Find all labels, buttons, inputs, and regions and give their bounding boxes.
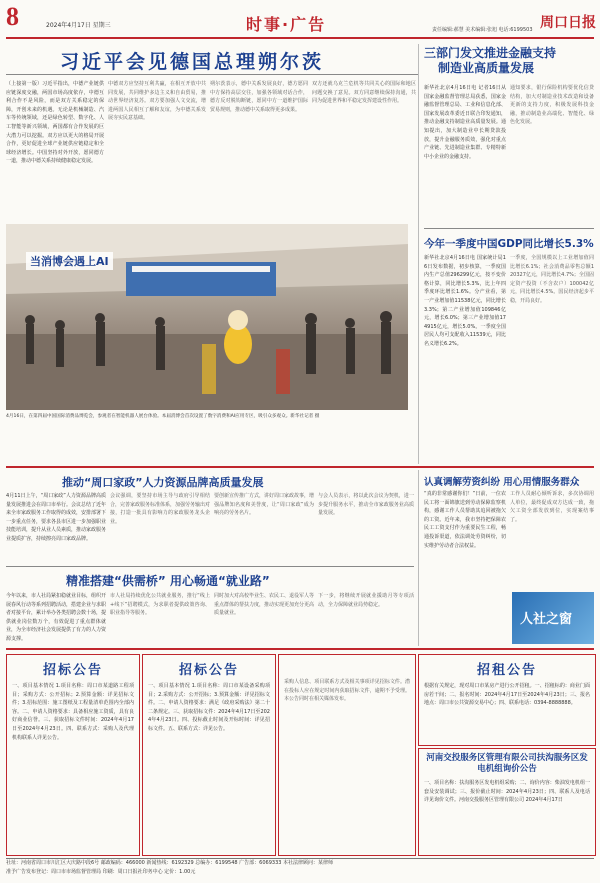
ad-tender-2-title: 招标公告	[178, 663, 239, 678]
ad-rental	[418, 654, 596, 746]
finance-body: 新华社北京4月16日电 记者16日从国家金融监督管理总局获悉，国家金融监督管理总局、工业和信息化部、国家发展改革委近日联合印发通知，推动金融支持制造业高质量发展。通知提出，加大制造业中长期贷款投放，提升金融服务质效，强化对重点产业链、先进制造业集群、专精特新中小企业的金融支持。	[424, 85, 506, 160]
page-number: 8	[6, 2, 19, 31]
header-rule	[6, 37, 594, 39]
gdp-headline: 今年一季度中国GDP同比增长5.3%	[424, 238, 594, 250]
housekeeping-body: 4月11日上午，“周口家政”人力资源品牌高质量发展推进会在周口市举行。会议总结了近年来全市家政服务工作取得的成效，安排部署下一步重点任务，要求各县市区进一步加强职业技能培训，提升从业人员素质，推动家政服务业提质扩容，持续擦亮周口家政品牌。	[6, 493, 106, 542]
ad-tender-1	[6, 654, 140, 856]
lead-body-col4: 双方还就乌克兰危机等共同关心的国际和地区问题交换了意见。双方同意继续保持沟通，共同为促进世界和平稳定发挥建设性作用。	[312, 81, 416, 105]
housekeeping-body-col2: 会议强调，要坚持市场主导与政府引导相结合，完善家政服务标准体系，加强劳务输出对接，打造一批具有影响力的家政服务龙头企业。	[110, 493, 210, 525]
editor-line: 责任编辑:郝慧 美术编辑:张旭 电话:6199503	[432, 27, 533, 33]
column-divider-2	[418, 470, 419, 646]
labor-dispute-body-col2: 工作人员耐心倾听诉求，多次协调用人单位，最终促成双方达成一致，拖欠工资全部发放到位，实现案结事了。	[510, 491, 594, 523]
finance-headline	[424, 46, 594, 76]
footer-line-2: 准予广告发布登记：周口市市场监督管理局 印刷：周口日报社印务中心 定价：1.00元	[6, 869, 196, 875]
jobs-body-col3: 同时加大对高校毕业生、农民工、退役军人等重点群体的帮扶力度，推动实现更加充分更高质量就业。	[214, 593, 314, 617]
ad-tender-1-body: 一、项目基本情况 1.项目名称：周口市某道路工程项目；采购方式：公开招标；2.预算金额：详见招标文件；3.招标范围：施工图纸及工程量清单范围内全部内容。二、申请人资格要求：具备相应施工资质，具有良好商业信誉。三、获取招标文件时间：2024年4月17日至2024年4月23日。四、联系方式：采购人及代理机构联系人详见公告。	[12, 683, 134, 741]
gdp-rule	[424, 228, 594, 229]
jobs-headline: 精准搭建“供需桥” 用心畅通“就业路”	[66, 574, 270, 588]
issue-date: 2024年4月17日 星期三	[46, 22, 111, 29]
jobs-body-col2: 市人社局持续优化公共就业服务，推行“线上+线下”招聘模式，为求职者提供政策咨询、职业指导等服务。	[110, 593, 210, 617]
news-photo	[6, 224, 408, 410]
page-footer	[6, 858, 594, 881]
photo-label: 当消博会遇上AI	[26, 252, 113, 270]
mid-rule	[6, 466, 594, 468]
section-title: 时事·广告	[246, 15, 327, 34]
lead-body-col1: （上接第一版）习近平指出，中德产业链供应链深度交融，两国市场高度依存，中德互利合作不是风险，而是双方关系稳定的保障，开创未来的机遇。无论是机械制造、汽车等传统领域，还是绿色转型、数字化、人工智能等新兴领域，两国都有合作发展的巨大潜力可以挖掘。双方应以更大的格局开展合作，更好促进全球产业链供应链稳定和全球经济增长。中国坚持对外开放，愿同德方一道，推动中德关系持续健康稳定发展。	[6, 81, 104, 165]
ad-tender-2-body: 一、项目基本情况 1.项目名称：周口市某设备采购项目；2.采购方式：公开招标；3.预算金额：详见招标文件。二、申请人资格要求：满足《政府采购法》第二十二条规定。三、获取招标文件：2024年4月17日至2024年4月23日。四、投标截止时间及开标时间：详见招标文件。五、联系方式：详见公告。	[148, 683, 270, 732]
hrss-window-badge	[512, 592, 594, 644]
finance-headline-line1: 三部门发文推进金融支持	[424, 46, 557, 60]
ad-tender-1-title: 招标公告	[42, 663, 103, 678]
paper-logo: 周口日报	[540, 16, 596, 31]
ad-rental-body: 根据有关规定，现对周口市某房产进行公开招租。一、招租标的：商业门面房若干间；二、报名时间：2024年4月17日至2024年4月23日；三、报名地点：周口市公共资源交易中心；四、联系电话：0394-8888888。	[424, 683, 590, 707]
finance-body-col2: 通知要求，银行保险机构要优化信贷结构，加大对制造业技术改造和设备更新的支持力度，积极发展科技金融，推动制造业高端化、智能化、绿色化发展。	[510, 85, 594, 126]
jobs-rule	[6, 566, 414, 567]
lead-headline: 习近平会见德国总理朔尔茨	[60, 51, 325, 73]
page-header	[0, 0, 600, 38]
ad-tender-3-body: 采购人信息、项目联系方式及相关事项详见招标文件。潜在投标人应在规定时间内获取招标文件，逾期不予受理。本公告同时在相关媒体发布。	[284, 679, 410, 703]
ad-tender-2	[142, 654, 276, 856]
lead-body-col3: 朔尔茨表示，德中关系发展良好，德方愿同中方保持高层交往，加强各领域对话合作，德方反对脱钩断链，愿同中方一道维护国际贸易规则，推动德中关系取得更多成果。	[210, 81, 308, 113]
lead-body-col2: 中德双方应坚持互利共赢，在相互开放中共同发展，共同维护多边主义和自由贸易，推动世界经济复苏。双方要加强人文交流，增进两国人民相互了解和友谊，为中德关系发展夯实民意基础。	[108, 81, 206, 122]
jobs-body: 今年以来，市人社局紧扣稳就业目标，组织开展春风行动等系列招聘活动，搭建企业与求职者对接平台，累计举办各类招聘会数十场，提供就业岗位数万个，有效促进了重点群体就业，为全市经济社会发展提供了有力的人力资源支撑。	[6, 593, 106, 642]
column-divider	[418, 44, 419, 464]
housekeeping-body-col3: 要创新宣传推广方式，讲好周口家政故事，增强品牌知名度和美誉度，让“周口家政”成为响亮的劳务名片。	[214, 493, 314, 517]
housekeeping-body-col4: 与会人员表示，将以此次会议为契机，进一步提升服务水平，推动全市家政服务业高质量发展。	[318, 493, 414, 517]
ad-inquiry-title: 河南交投服务区管理有限公司扶沟服务区发电机组询价公告	[426, 753, 588, 774]
housekeeping-headline: 推动“周口家政”人力资源品牌高质量发展	[62, 476, 264, 489]
ad-inquiry-body: 一、项目名称：扶沟服务区发电机组采购；二、询价内容：柴油发电机组一套及安装调试；三、报价截止时间：2024年4月23日；四、联系人及电话详见询价文件。河南交投服务区管理有限公司 2024年4月17日	[424, 780, 590, 804]
gdp-body-col2: 一季度，全国规模以上工业增加值同比增长6.1%；社会消费品零售总额120327亿元，同比增长4.7%；全国固定资产投资（不含农户）100042亿元，同比增长4.5%。国民经济起步平稳，开局良好。	[510, 255, 594, 304]
labor-dispute-headline: 认真调解劳资纠纷 用心用情服务群众	[424, 477, 580, 488]
gdp-body: 新华社北京4月16日电 国家统计局16日发布数据，初步核算，一季度国内生产总值296299亿元，按不变价格计算，同比增长5.3%，比上年四季度环比增长1.6%。分产业看，第一产业增加值11538亿元，同比增长3.3%；第二产业增加值109846亿元，增长6.0%；第三产业增加值174915亿元，增长5.0%。一季度全国居民人均可支配收入11539元，同比名义增长6.2%。	[424, 255, 506, 347]
lead-rule	[6, 74, 418, 75]
ads-rule	[6, 648, 594, 650]
ad-tender-3	[278, 654, 416, 856]
footer-line-1: 社址：河南省周口市川汇区大庆路中段6号 邮政编码：466000 新闻热线：6192329 总编办：6199548 广告部：6069333 本社法律顾问：某律师	[6, 860, 334, 866]
finance-headline-line2: 制造业高质量发展	[438, 61, 535, 75]
jobs-body-col4: 下一步，将继续开展就业援助月等专项活动，全力保障就业局势稳定。	[318, 593, 414, 608]
ad-inquiry	[418, 748, 596, 856]
hrss-window-label: 人社之窗	[520, 612, 573, 627]
ad-rental-title: 招租公告	[476, 663, 537, 678]
photo-caption: 4月16日，在第四届中国国际消费品博览会，参观者在智能机器人展台体验。本届消博会首次设置了数字消费和AI应用专区，吸引众多观众。新华社记者 摄	[6, 414, 320, 419]
labor-dispute-body: “真的非常感谢你们！”日前，一位农民工将一面锦旗送到劳动保障监察机构，感谢工作人员帮助其追回被拖欠的工资。近年来，我市坚持把保障农民工工资支付作为重要民生工程，畅通投诉渠道，依法调处劳资纠纷，切实维护劳动者合法权益。	[424, 491, 506, 549]
